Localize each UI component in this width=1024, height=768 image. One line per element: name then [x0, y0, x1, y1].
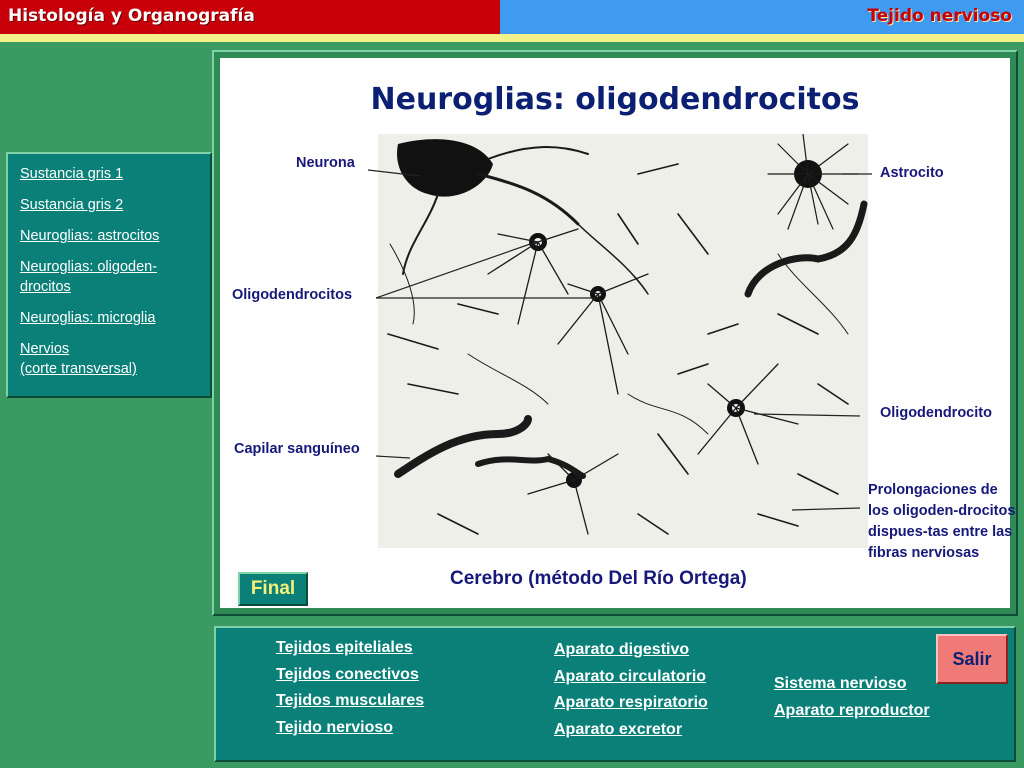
header-stripe	[0, 34, 1024, 42]
final-button[interactable]: Final	[238, 572, 308, 606]
nav-link-tejidos-conectivos[interactable]: Tejidos conectivos	[276, 665, 419, 683]
label-capilar: Capilar sanguíneo	[234, 441, 360, 457]
label-neurona: Neurona	[296, 155, 355, 171]
header-right-bar	[500, 0, 1024, 34]
sidebar-item-oligodendrocitos[interactable]	[20, 257, 210, 297]
nav-link-sistema-nervioso[interactable]: Sistema nervioso	[774, 675, 907, 692]
label-oligodendrocito: Oligodendrocito	[880, 405, 992, 421]
micrograph-image	[378, 134, 868, 548]
nav-link-aparato-reproductor[interactable]: Aparato reproductor	[774, 701, 930, 719]
nav-link-tejidos-epiteliales[interactable]: Tejidos epiteliales	[276, 639, 413, 656]
sidebar-item-nervios[interactable]	[20, 339, 210, 379]
micrograph-drawing	[378, 134, 868, 548]
sidebar-item-label-line2: drocitos	[20, 279, 71, 295]
app-title: Histología y Organografía	[8, 6, 255, 26]
nav-column-aparatos	[554, 640, 708, 746]
nav-link-aparato-digestivo[interactable]: Aparato digestivo	[554, 641, 690, 658]
header-left-bar	[0, 0, 500, 34]
label-astrocito: Astrocito	[880, 165, 944, 181]
sidebar-item-sustancia-gris-2[interactable]: Sustancia gris 2	[20, 197, 124, 213]
nav-column-sistemas	[774, 674, 930, 727]
sidebar	[6, 152, 212, 398]
sidebar-item-microglia[interactable]: Neuroglias: microglia	[20, 310, 156, 326]
nav-link-aparato-circulatorio[interactable]: Aparato circulatorio	[554, 667, 707, 685]
section-title: Tejido nervioso	[867, 6, 1012, 26]
nav-column-tejidos	[276, 638, 424, 744]
sidebar-item-label-line1: Nervios	[20, 341, 70, 357]
nav-link-tejido-nervioso[interactable]: Tejido nervioso	[276, 718, 394, 736]
nav-link-aparato-respiratorio[interactable]: Aparato respiratorio	[554, 694, 708, 711]
sidebar-item-astrocitos[interactable]: Neuroglias: astrocitos	[20, 228, 160, 244]
nav-link-tejidos-musculares[interactable]: Tejidos musculares	[276, 692, 425, 709]
sidebar-item-label-line2: (corte transversal)	[20, 361, 137, 377]
main-panel-frame	[212, 50, 1018, 616]
label-oligodendrocitos: Oligodendrocitos	[232, 287, 353, 303]
nav-link-aparato-excretor[interactable]: Aparato excretor	[554, 720, 683, 738]
image-caption: Cerebro (método Del Río Ortega)	[450, 568, 747, 589]
page-title: Neuroglias: oligodendrocitos	[370, 82, 860, 117]
bottom-nav	[214, 626, 1016, 762]
sidebar-item-sustancia-gris-1[interactable]: Sustancia gris 1	[20, 166, 124, 182]
label-prolongaciones: Prolongaciones de los oligoden-drocitos dispues-tas entre las fibras nerviosas	[868, 482, 1016, 561]
sidebar-item-label-line1: Neuroglias: oligoden-	[20, 259, 158, 275]
exit-button[interactable]: Salir	[936, 634, 1008, 684]
main-panel	[220, 58, 1016, 608]
